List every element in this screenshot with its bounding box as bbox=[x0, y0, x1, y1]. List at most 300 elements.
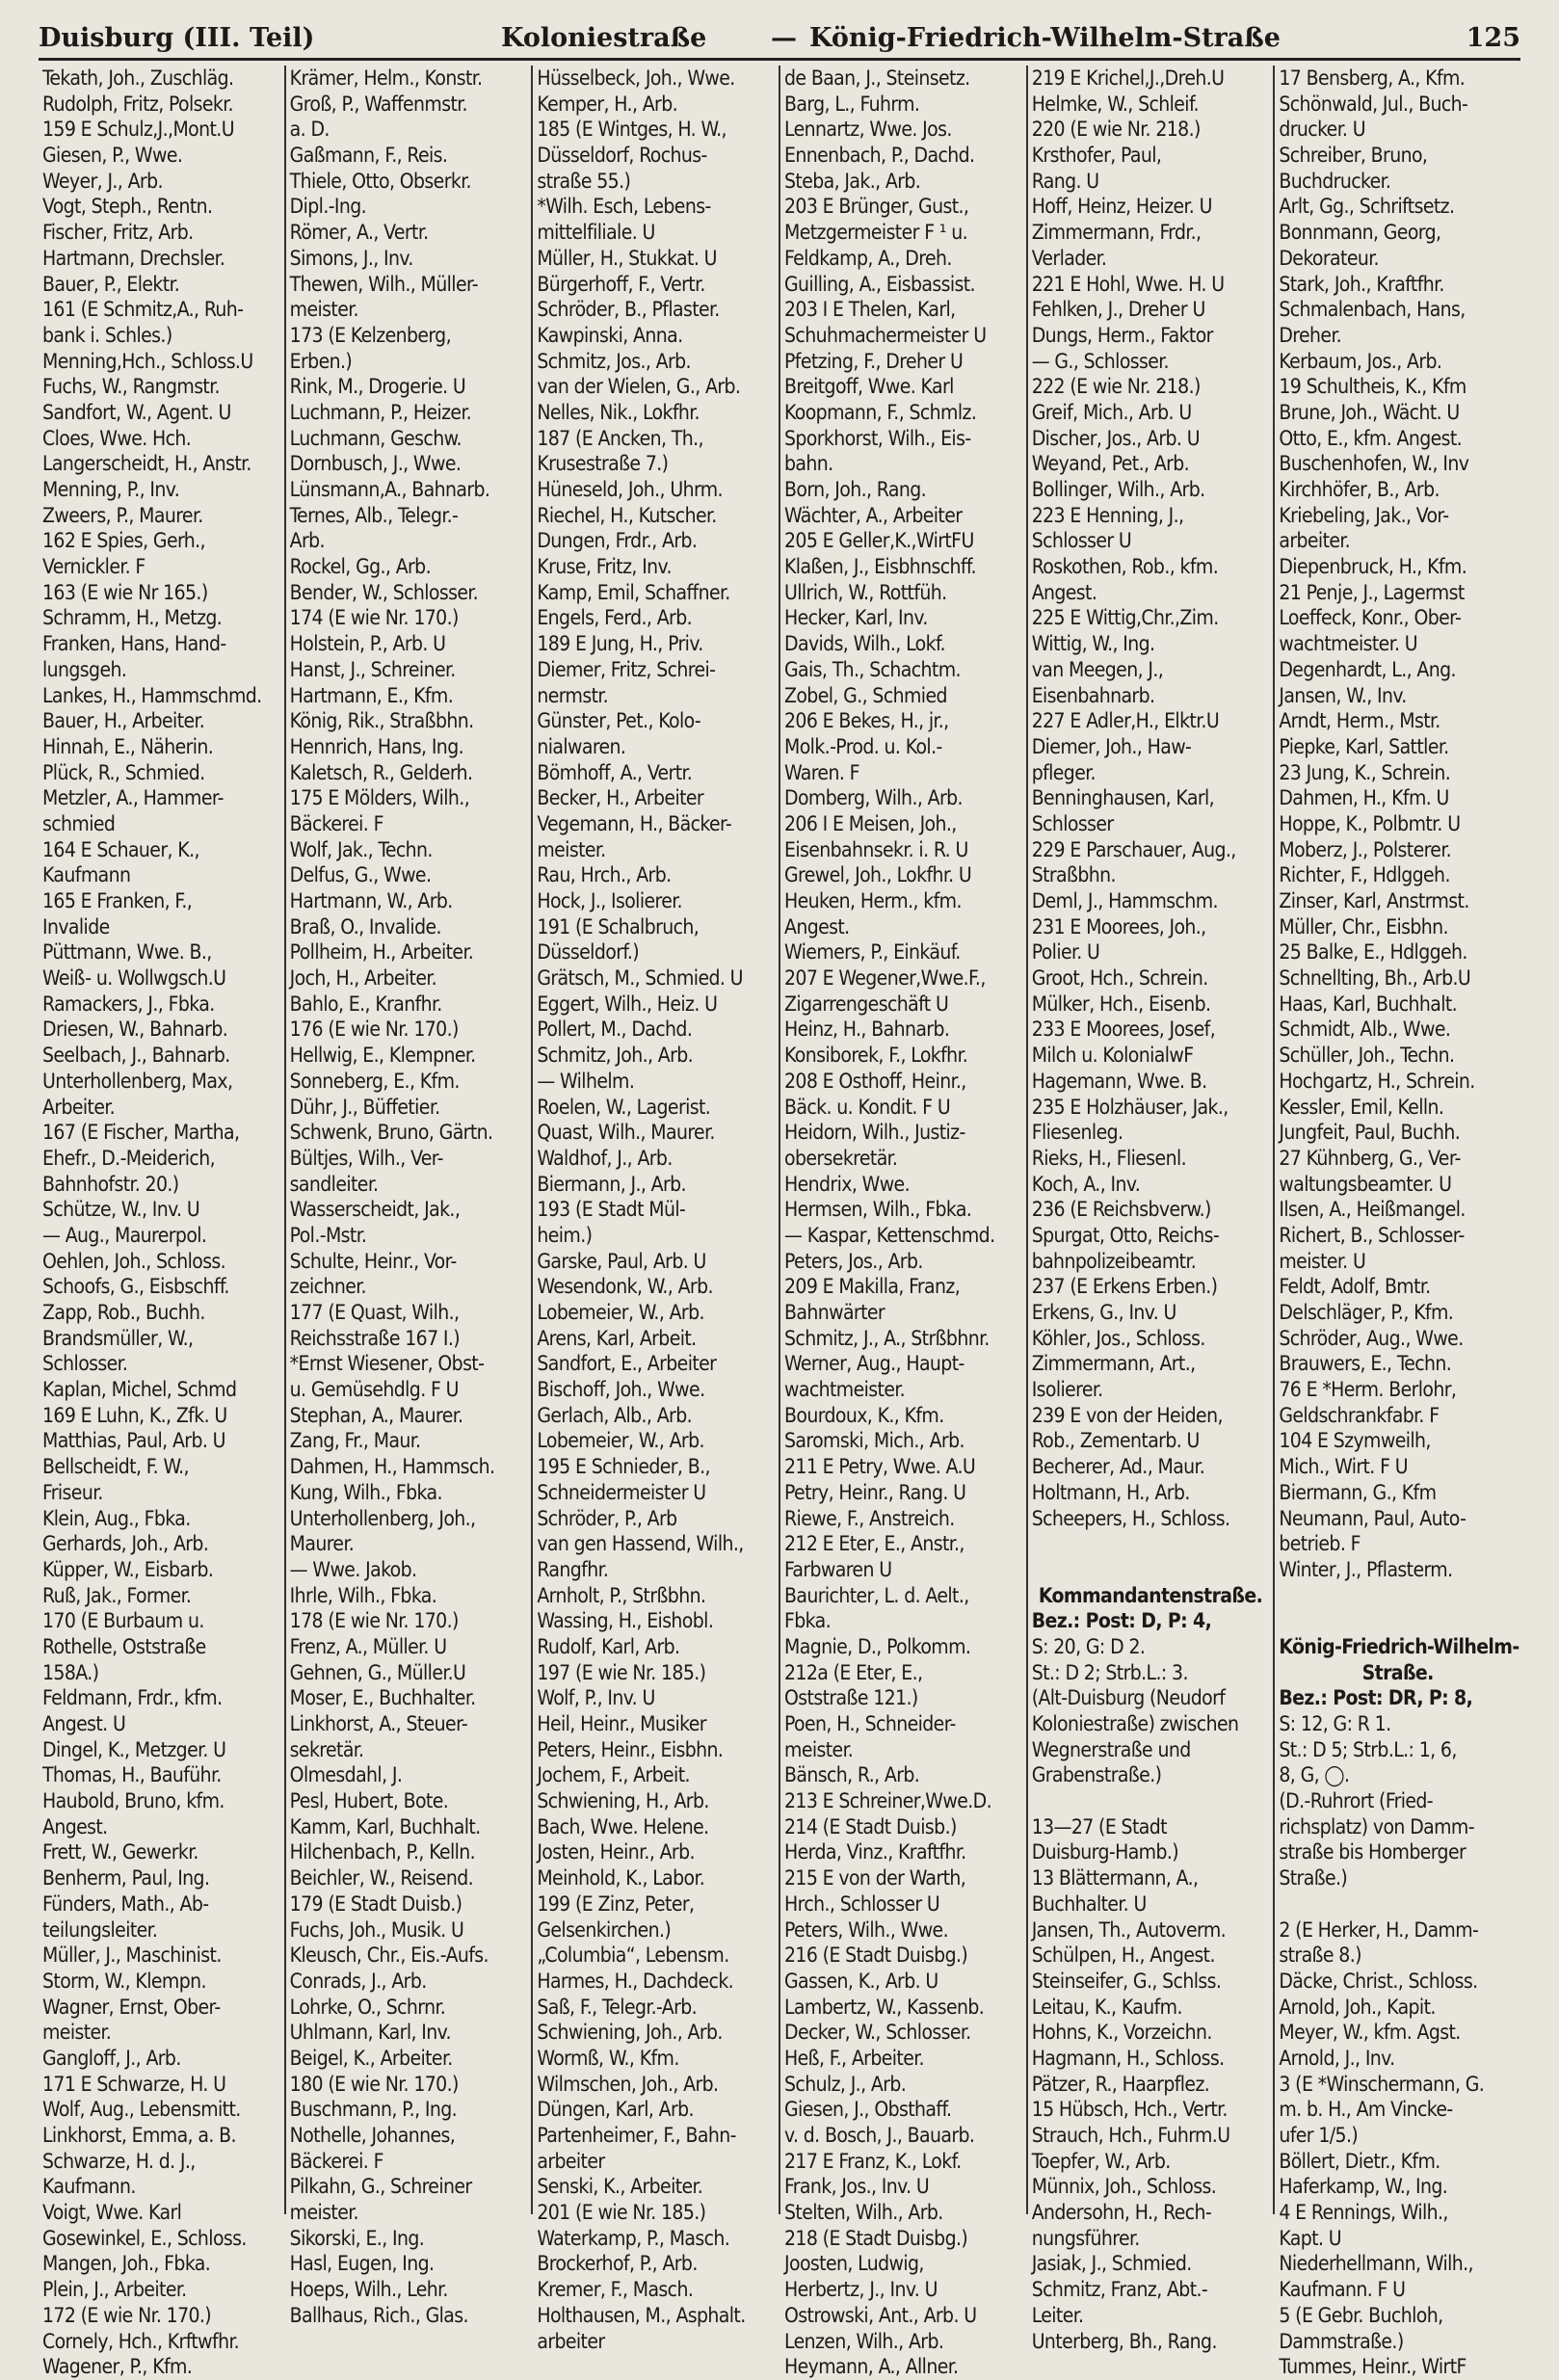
directory-entry-line: 221 E Hohl, Wwe. H. U bbox=[1031, 272, 1225, 296]
directory-entry-line: 219 E Krichel,J.,Dreh.U bbox=[1031, 66, 1225, 90]
directory-entry-line bbox=[1032, 1557, 1270, 1583]
directory-entry-line: 170 (E Burbaum u. bbox=[42, 1609, 204, 1633]
directory-entry-line: Dingel, K., Metzger. U bbox=[42, 1737, 226, 1761]
directory-entry-line: Schwiening, Joh., Arb. bbox=[537, 2021, 723, 2045]
directory-entry-line: Straße.) bbox=[1279, 1866, 1348, 1891]
page-header bbox=[39, 17, 1520, 60]
directory-entry-line: Kaufmann bbox=[42, 863, 131, 887]
directory-entry-line: Metzler, A., Hammer- bbox=[42, 786, 224, 810]
directory-entry-line: Guilling, A., Eisbassist. bbox=[784, 272, 975, 296]
directory-entry-line: Grewel, Joh., Lokfhr. U bbox=[784, 863, 972, 887]
directory-entry-line: Cornely, Hch., Krftwfhr. bbox=[42, 2329, 240, 2353]
directory-entry-line: 8, G, ◯. bbox=[1279, 1763, 1350, 1787]
directory-entry-line: Isolierer. bbox=[1031, 1378, 1103, 1402]
directory-entry-line: Kaufmann. F U bbox=[1279, 2278, 1406, 2302]
directory-entry-line: Koopmann, F., Schmlz. bbox=[784, 400, 977, 424]
directory-entry-line: 206 I E Meisen, Joh., bbox=[784, 811, 957, 835]
directory-entry-line: 3 (E *Winschermann, G. bbox=[1279, 2072, 1485, 2096]
directory-entry-line: Müller, J., Maschinist. bbox=[42, 1944, 222, 1968]
directory-entry-line: Fischer, Fritz, Arb. bbox=[42, 221, 194, 245]
directory-entry-line: St.: D 5; Strb.L.: 1, 6, bbox=[1279, 1737, 1457, 1761]
directory-entry-line: obersekretär. bbox=[784, 1146, 898, 1170]
directory-entry-line: Schröder, B., Pflaster. bbox=[537, 298, 720, 322]
directory-entry-line: Riewe, F., Anstreich. bbox=[784, 1506, 955, 1530]
directory-entry-line: Ennenbach, P., Dachd. bbox=[784, 144, 975, 168]
directory-entry-line: Scheepers, H., Schloss. bbox=[1031, 1506, 1230, 1530]
directory-entry-line: Angest. bbox=[1031, 580, 1097, 604]
directory-entry-line: Andersohn, H., Rech- bbox=[1031, 2201, 1212, 2225]
directory-entry-line: *Wilh. Esch, Lebens- bbox=[537, 195, 711, 219]
directory-entry-line: Rudolph, Fritz, Polsekr. bbox=[42, 92, 233, 116]
directory-entry-line: Kirchhöfer, B., Arb. bbox=[1279, 478, 1440, 501]
directory-entry-line: Uhlmann, Karl, Inv. bbox=[289, 2021, 451, 2045]
directory-entry-line: Meyer, W., kfm. Agst. bbox=[1279, 2021, 1461, 2045]
directory-entry-line: Menning, P., Inv. bbox=[42, 478, 180, 501]
directory-entry-line: Wasserscheidt, Jak., bbox=[289, 1198, 461, 1222]
directory-entry-line: Fbka. bbox=[784, 1609, 832, 1633]
directory-entry-line: v. d. Bosch, J., Bauarb. bbox=[784, 2124, 975, 2147]
directory-entry-line: Kaletsch, R., Gelderh. bbox=[289, 760, 473, 784]
directory-entry-line bbox=[1032, 1788, 1270, 1814]
directory-entry-line: Böllert, Dietr., Kfm. bbox=[1279, 2149, 1440, 2173]
directory-entry-line: Haferkamp, W., Ing. bbox=[1279, 2175, 1448, 2199]
directory-entry-line: Peters, Jos., Arb. bbox=[784, 1249, 923, 1273]
directory-entry-line: Unterhollenberg, Joh., bbox=[289, 1506, 476, 1530]
directory-entry-line: Bauer, P., Elektr. bbox=[42, 272, 180, 296]
directory-entry-line: Friseur. bbox=[42, 1480, 103, 1504]
header-street-start: Koloniestraße bbox=[501, 23, 707, 53]
directory-entry-line: Deml, J., Hammschm. bbox=[1031, 889, 1218, 912]
directory-entry-line: Franken, Hans, Hand- bbox=[42, 632, 226, 656]
directory-entry-line: 178 (E wie Nr. 170.) bbox=[289, 1609, 459, 1633]
directory-entry-line: 225 E Wittig,Chr.,Zim. bbox=[1031, 606, 1219, 630]
directory-entry-line: Münnix, Joh., Schloss. bbox=[1031, 2175, 1217, 2199]
directory-entry-line: 205 E Geller,K.,WirtFU bbox=[784, 529, 974, 553]
directory-entry-line: 233 E Moorees, Josef, bbox=[1031, 1018, 1216, 1042]
directory-column-3 bbox=[531, 66, 779, 2353]
directory-entry-line: 23 Jung, K., Schrein. bbox=[1279, 760, 1451, 784]
directory-entry-line: Roskothen, Rob., kfm. bbox=[1031, 555, 1219, 579]
directory-entry-line: Bürgerhoff, F., Vertr. bbox=[537, 272, 705, 296]
directory-entry-line: drucker. U bbox=[1279, 118, 1365, 142]
directory-entry-line: Stephan, A., Maurer. bbox=[289, 1403, 463, 1427]
directory-entry-line: Feldt, Adolf, Bmtr. bbox=[1279, 1275, 1431, 1299]
directory-entry-line: Bäck. u. Kondit. F U bbox=[784, 1095, 951, 1119]
directory-entry-line: 159 E Schulz,J.,Mont.U bbox=[42, 118, 234, 142]
directory-entry-line: Moser, E., Buchhalter. bbox=[289, 1686, 476, 1710]
directory-entry-line: Fliesenleg. bbox=[1031, 1121, 1123, 1145]
directory-entry-line: Pol.-Mstr. bbox=[289, 1223, 367, 1247]
directory-entry-line: zeichner. bbox=[289, 1275, 366, 1299]
directory-entry-line: u. Gemüsehdlg. F U bbox=[289, 1378, 459, 1402]
directory-entry-line: Schulz, J., Arb. bbox=[784, 2072, 907, 2096]
directory-entry-line: Schuhmachermeister U bbox=[784, 323, 987, 347]
directory-entry-line: 173 (E Kelzenberg, bbox=[289, 323, 451, 347]
directory-entry-line: 27 Kühnberg, G., Ver- bbox=[1279, 1146, 1461, 1170]
directory-entry-line: (Alt-Duisburg (Neudorf bbox=[1031, 1686, 1226, 1710]
directory-entry-line: Hrch., Schlosser U bbox=[784, 1891, 940, 1916]
directory-entry-line: Gais, Th., Schachtm. bbox=[784, 657, 961, 681]
directory-entry-line: Hoeps, Wilh., Lehr. bbox=[289, 2278, 448, 2302]
directory-entry-line: Werner, Aug., Haupt- bbox=[784, 1352, 964, 1376]
directory-columns bbox=[39, 66, 1520, 2379]
directory-entry-line: Ternes, Alb., Telegr.- bbox=[289, 503, 459, 527]
directory-entry-line: Bültjes, Wilh., Ver- bbox=[289, 1146, 443, 1170]
directory-entry-line: Schmitz, Jos., Arb. bbox=[537, 349, 691, 373]
directory-entry-line: mittelfiliale. U bbox=[537, 221, 655, 245]
directory-entry-line: Hellwig, E., Klempner. bbox=[289, 1044, 476, 1068]
directory-entry-line: — Wwe. Jakob. bbox=[289, 1557, 417, 1581]
directory-entry-line: Zimmermann, Art., bbox=[1031, 1352, 1196, 1376]
street-heading: König-Friedrich-Wilhelm- bbox=[1279, 1634, 1519, 1658]
directory-entry-line: Born, Joh., Rang. bbox=[784, 478, 927, 501]
directory-entry-line: Lambertz, W., Kassenb. bbox=[784, 1995, 985, 2019]
directory-entry-line: Hartmann, Drechsler. bbox=[42, 246, 225, 270]
directory-entry-line: Waterkamp, P., Masch. bbox=[537, 2226, 730, 2250]
directory-entry-line: Bischoff, Joh., Wwe. bbox=[537, 1378, 705, 1402]
directory-entry-line: Kremer, F., Masch. bbox=[537, 2278, 694, 2302]
directory-entry-line: Ballhaus, Rich., Glas. bbox=[289, 2303, 468, 2327]
directory-entry-line: Vogt, Steph., Rentn. bbox=[42, 195, 213, 219]
directory-entry-line: Kaufmann. bbox=[42, 2175, 136, 2199]
directory-entry-line: Peters, Wilh., Wwe. bbox=[784, 1917, 948, 1942]
directory-entry-line: Conrads, J., Arb. bbox=[289, 1969, 427, 1993]
directory-entry-line: Spurgat, Otto, Reichs- bbox=[1031, 1223, 1220, 1247]
street-heading: Straße. bbox=[1361, 1660, 1434, 1684]
directory-entry-line: 17 Bensberg, A., Kfm. bbox=[1279, 66, 1466, 90]
directory-entry-line: Pollert, M., Dachd. bbox=[537, 1018, 693, 1042]
header-street-end: König-Friedrich-Wilhelm-Straße bbox=[809, 23, 1281, 53]
directory-entry-line: Benherm, Paul, Ing. bbox=[42, 1866, 210, 1891]
directory-entry-line: Hagemann, Wwe. B. bbox=[1031, 1069, 1207, 1093]
directory-entry-line: de Baan, J., Steinsetz. bbox=[784, 66, 970, 90]
directory-entry-line: Helmke, W., Schleif. bbox=[1031, 92, 1199, 116]
directory-entry-line: Weyand, Pet., Arb. bbox=[1031, 452, 1190, 476]
directory-entry-line: Domberg, Wilh., Arb. bbox=[784, 786, 963, 810]
directory-entry-line: wachtmeister. bbox=[784, 1378, 906, 1402]
directory-entry-line: Klaßen, J., Eisbhnschff. bbox=[784, 555, 976, 579]
directory-entry-line: Kaplan, Michel, Schmd bbox=[42, 1378, 237, 1402]
directory-entry-line: 169 E Luhn, K., Zfk. U bbox=[42, 1403, 227, 1427]
directory-entry-line: Wesendonk, W., Arb. bbox=[537, 1275, 713, 1299]
directory-entry-line: 187 (E Ancken, Th., bbox=[537, 426, 703, 450]
directory-entry-line: Pätzer, R., Haarpflez. bbox=[1031, 2072, 1210, 2096]
directory-entry-line: Wolf, Jak., Techn. bbox=[289, 837, 433, 861]
directory-entry-line: Koloniestraße) zwischen bbox=[1031, 1712, 1239, 1735]
directory-entry-line: Roelen, W., Lagerist. bbox=[537, 1095, 711, 1119]
directory-entry-line: Heß, F., Arbeiter. bbox=[784, 2046, 924, 2070]
directory-entry-line: Lankes, H., Hammschmd. bbox=[42, 683, 262, 707]
directory-entry-line: 215 E von der Warth, bbox=[784, 1866, 966, 1891]
directory-entry-line: Matthias, Paul, Arb. U bbox=[42, 1429, 225, 1453]
directory-entry-line: Maurer. bbox=[289, 1532, 355, 1556]
directory-entry-line: Delschläger, P., Kfm. bbox=[1279, 1301, 1454, 1324]
directory-entry-line: Schütze, W., Inv. U bbox=[42, 1198, 200, 1222]
directory-entry-line: Duisburg-Hamb.) bbox=[1031, 1840, 1179, 1864]
directory-entry-line: 175 E Mölders, Wilh., bbox=[289, 786, 470, 810]
directory-entry-line: Rothelle, Oststraße bbox=[42, 1634, 206, 1658]
directory-entry-line: Hohns, K., Vorzeichn. bbox=[1031, 2021, 1212, 2045]
directory-entry-line: Frank, Jos., Inv. U bbox=[784, 2175, 930, 2199]
directory-entry-line: a. D. bbox=[289, 118, 330, 142]
directory-entry-line: 231 E Moorees, Joh., bbox=[1031, 914, 1206, 939]
directory-entry-line: Schneidermeister U bbox=[537, 1480, 706, 1504]
directory-entry-line: Schmitz, Joh., Arb. bbox=[537, 1044, 694, 1068]
directory-entry-line: Wilmschen, Joh., Arb. bbox=[537, 2072, 719, 2096]
directory-entry-line: 21 Penje, J., Lagermst bbox=[1279, 580, 1465, 604]
directory-entry-line: Joch, H., Arbeiter. bbox=[289, 966, 437, 991]
directory-entry-line: Arbeiter. bbox=[42, 1095, 116, 1119]
directory-entry-line: — Kaspar, Kettenschmd. bbox=[784, 1223, 995, 1247]
directory-entry-line: sandleiter. bbox=[289, 1172, 379, 1196]
directory-entry-line: *Ernst Wiesener, Obst- bbox=[289, 1352, 485, 1376]
directory-entry-line: Richter, F., Hdlggeh. bbox=[1279, 863, 1450, 887]
directory-entry-line: Pfetzing, F., Dreher U bbox=[784, 349, 964, 373]
directory-entry-line: Heidorn, Wilh., Justiz- bbox=[784, 1121, 965, 1145]
directory-entry-line: 165 E Franken, F., bbox=[42, 889, 193, 912]
directory-entry-line: Dekorateur. bbox=[1279, 246, 1379, 270]
directory-entry-line: 211 E Petry, Wwe. A.U bbox=[784, 1455, 976, 1479]
directory-entry-line: Senski, K., Arbeiter. bbox=[537, 2175, 703, 2199]
directory-entry-line: Verlader. bbox=[1031, 246, 1107, 270]
directory-entry-line: Eisenbahnsekr. i. R. U bbox=[784, 837, 968, 861]
directory-entry-line: Römer, A., Vertr. bbox=[289, 221, 429, 245]
directory-entry-line: straße bis Homberger bbox=[1279, 1840, 1467, 1864]
directory-entry-line: Angest. bbox=[784, 914, 850, 939]
directory-entry-line: Frett, W., Gewerkr. bbox=[42, 1840, 198, 1864]
directory-entry-line: 5 (E Gebr. Buchloh, bbox=[1279, 2303, 1443, 2327]
directory-entry-line: Wegnerstraße und bbox=[1031, 1737, 1191, 1761]
directory-entry-line: Eisenbahnarb. bbox=[1031, 683, 1155, 707]
directory-entry-line: 162 E Spies, Gerh., bbox=[42, 529, 205, 553]
directory-entry-line: Mich., Wirt. F U bbox=[1279, 1455, 1409, 1479]
directory-entry-line: Gelsenkirchen.) bbox=[537, 1917, 672, 1942]
directory-entry-line: Bäckerei. F bbox=[289, 811, 383, 835]
directory-entry-line: 236 (E Reichsbverw.) bbox=[1031, 1198, 1211, 1222]
directory-entry-line: Schwiening, H., Arb. bbox=[537, 1789, 709, 1813]
directory-entry-line: Hock, J., Isolierer. bbox=[537, 889, 682, 912]
directory-entry-line: Tummes, Heinr., WirtF bbox=[1279, 2355, 1467, 2379]
directory-entry-line: Luchmann, P., Heizer. bbox=[289, 400, 472, 424]
directory-entry-line: 223 E Henning, J., bbox=[1031, 503, 1184, 527]
directory-entry-line: van Meegen, J., bbox=[1031, 657, 1164, 681]
directory-entry-line: Bollinger, Wilh., Arb. bbox=[1031, 478, 1205, 501]
directory-entry-line: Kamp, Emil, Schaffner. bbox=[537, 580, 730, 604]
directory-entry-line: 203 I E Thelen, Karl, bbox=[784, 298, 956, 322]
directory-entry-line: Hartmann, W., Arb. bbox=[289, 889, 453, 912]
directory-entry-line: Grätsch, M., Schmied. U bbox=[537, 966, 743, 991]
directory-entry-line: Mangen, Joh., Fbka. bbox=[42, 2252, 211, 2276]
directory-entry-line: Schlosser. bbox=[42, 1352, 128, 1376]
directory-entry-line: Eggert, Wilh., Heiz. U bbox=[537, 992, 718, 1016]
directory-entry-line: Lohrke, O., Schrnr. bbox=[289, 1995, 446, 2019]
directory-entry-line: 161 (E Schmitz,A., Ruh- bbox=[42, 298, 244, 322]
directory-entry-line: 209 E Makilla, Franz, bbox=[784, 1275, 961, 1299]
directory-entry-line: Nothelle, Johannes, bbox=[289, 2124, 456, 2147]
directory-entry-line: Wagener, P., Kfm. bbox=[42, 2355, 193, 2379]
directory-entry-line: Erkens, G., Inv. U bbox=[1031, 1301, 1176, 1324]
directory-entry-line: Schoofs, G., Eisbschff. bbox=[42, 1275, 229, 1299]
directory-entry-line: Riechel, H., Kutscher. bbox=[537, 503, 717, 527]
directory-entry-line: Neumann, Paul, Auto- bbox=[1279, 1506, 1467, 1530]
directory-entry-line: Dornbusch, J., Wwe. bbox=[289, 452, 462, 476]
directory-entry-line: 25 Balke, E., Hdlggeh. bbox=[1279, 940, 1467, 965]
directory-entry-line: Rob., Zementarb. U bbox=[1031, 1429, 1200, 1453]
directory-entry-line: Zimmermann, Frdr., bbox=[1031, 221, 1202, 245]
directory-entry-line: 218 (E Stadt Duisbg.) bbox=[784, 2226, 968, 2250]
directory-entry-line: Bäckerei. F bbox=[289, 2149, 383, 2173]
directory-entry-line: 76 E *Herm. Berlohr, bbox=[1279, 1378, 1457, 1402]
directory-entry-line: Unterberg, Bh., Rang. bbox=[1031, 2329, 1217, 2353]
directory-entry-line: Niederhellmann, Wilh., bbox=[1279, 2252, 1473, 2276]
directory-entry-line: arbeiter bbox=[537, 2329, 605, 2353]
directory-entry-line: Zobel, G., Schmied bbox=[784, 683, 947, 707]
directory-entry-line: Lennartz, Wwe. Jos. bbox=[784, 118, 952, 142]
directory-entry-line: 212a (E Eter, E., bbox=[784, 1660, 923, 1684]
directory-entry-line: Thewen, Wilh., Müller- bbox=[289, 272, 479, 296]
directory-entry-line: Heymann, A., Allner. bbox=[784, 2355, 959, 2379]
directory-entry-line: Piepke, Karl, Sattler. bbox=[1279, 734, 1449, 758]
directory-entry-line: Baurichter, L. d. Aelt., bbox=[784, 1583, 969, 1607]
directory-entry-line: 185 (E Wintges, H. W., bbox=[537, 118, 727, 142]
directory-entry-line: Engels, Ferd., Arb. bbox=[537, 606, 692, 630]
directory-entry-line: Däcke, Christ., Schloss. bbox=[1279, 1969, 1478, 1993]
directory-entry-line: 195 E Schnieder, B., bbox=[537, 1455, 710, 1479]
directory-entry-line: Krusestraße 7.) bbox=[537, 452, 669, 476]
directory-column-4 bbox=[779, 66, 1026, 2379]
directory-entry-line: Cloes, Wwe. Hch. bbox=[42, 426, 192, 450]
directory-entry-line: Wagner, Ernst, Ober- bbox=[42, 1995, 221, 2019]
directory-entry-line: Koch, A., Inv. bbox=[1031, 1172, 1141, 1196]
directory-entry-line: Fünders, Math., Ab- bbox=[42, 1891, 209, 1916]
directory-entry-line: Milch u. KolonialwF bbox=[1031, 1044, 1194, 1068]
directory-entry-line: Otto, E., kfm. Angest. bbox=[1279, 426, 1463, 450]
directory-entry-line: 203 E Brünger, Gust., bbox=[784, 195, 969, 219]
directory-entry-line: Poen, H., Schneider- bbox=[784, 1712, 956, 1735]
directory-entry-line: Bender, W., Schlosser. bbox=[289, 580, 479, 604]
directory-entry-line: Schnellting, Bh., Arb.U bbox=[1279, 966, 1471, 991]
directory-entry-line: Angest. U bbox=[42, 1712, 126, 1735]
directory-entry-line: Küpper, W., Eisbarb. bbox=[42, 1557, 214, 1581]
directory-entry-line: Hoff, Heinz, Heizer. U bbox=[1031, 195, 1212, 219]
directory-entry-line: Kung, Wilh., Fbka. bbox=[289, 1480, 442, 1504]
directory-entry-line: arbeiter. bbox=[1279, 529, 1351, 553]
directory-entry-line: 163 (E wie Nr 165.) bbox=[42, 580, 208, 604]
directory-entry-line: meister. U bbox=[1279, 1249, 1366, 1273]
directory-entry-line: Kessler, Emil, Kelln. bbox=[1279, 1095, 1444, 1119]
directory-entry-line: Holtmann, H., Arb. bbox=[1031, 1480, 1190, 1504]
directory-entry-line: 176 (E wie Nr. 170.) bbox=[289, 1018, 459, 1042]
directory-entry-line: Diemer, Joh., Haw- bbox=[1031, 734, 1192, 758]
directory-entry-line: betrieb. F bbox=[1279, 1532, 1361, 1556]
directory-entry-line: Bahnhofstr. 20.) bbox=[42, 1172, 179, 1196]
directory-entry-line: Wassing, H., Eishobl. bbox=[537, 1609, 714, 1633]
directory-entry-line: Luchmann, Geschw. bbox=[289, 426, 462, 450]
directory-entry-line: pfleger. bbox=[1031, 760, 1096, 784]
directory-entry-line: Lobemeier, W., Arb. bbox=[537, 1429, 704, 1453]
directory-entry-line: — Wilhelm. bbox=[537, 1069, 635, 1093]
directory-entry-line: 212 E Eter, E., Anstr., bbox=[784, 1532, 964, 1556]
directory-entry-line bbox=[1279, 1608, 1517, 1634]
directory-entry-line: 206 E Bekes, H., jr., bbox=[784, 709, 949, 733]
directory-entry-line: Ullrich, W., Rottfüh. bbox=[784, 580, 947, 604]
directory-entry-line: 229 E Parschauer, Aug., bbox=[1031, 837, 1236, 861]
directory-entry-line: Harmes, H., Dachdeck. bbox=[537, 1969, 734, 1993]
directory-entry-line: Schwenk, Bruno, Gärtn. bbox=[289, 1121, 493, 1145]
directory-entry-line: Bänsch, R., Arb. bbox=[784, 1763, 920, 1787]
directory-entry-line: Dühr, J., Büffetier. bbox=[289, 1095, 440, 1119]
directory-entry-line: 167 (E Fischer, Martha, bbox=[42, 1121, 240, 1145]
directory-entry-line: Kriebeling, Jak., Vor- bbox=[1279, 503, 1449, 527]
directory-entry-line: Rangfhr. bbox=[537, 1557, 609, 1581]
directory-entry-line: ufer 1/5.) bbox=[1279, 2124, 1359, 2147]
directory-entry-line: Rockel, Gg., Arb. bbox=[289, 555, 431, 579]
directory-entry-line: Holstein, P., Arb. U bbox=[289, 632, 446, 656]
directory-entry-line: Konsiborek, F., Lokfhr. bbox=[784, 1044, 968, 1068]
directory-entry-line: Rau, Hrch., Arb. bbox=[537, 863, 672, 887]
directory-entry-line: van der Wielen, G., Arb. bbox=[537, 375, 741, 399]
directory-entry-line: schmied bbox=[42, 811, 116, 835]
directory-entry-line: Wolf, Aug., Lebensmitt. bbox=[42, 2098, 241, 2122]
directory-entry-line: Jasiak, J., Schmied. bbox=[1031, 2252, 1192, 2276]
directory-entry-line: Degenhardt, L., Ang. bbox=[1279, 657, 1456, 681]
directory-entry-line: Wormß, W., Kfm. bbox=[537, 2046, 679, 2070]
directory-entry-line: Kamm, Karl, Buchhalt. bbox=[289, 1814, 481, 1838]
directory-entry-line: Pilkahn, G., Schreiner bbox=[289, 2175, 472, 2199]
directory-entry-line: Langerscheidt, H., Anstr. bbox=[42, 452, 251, 476]
directory-entry-line: Polier. U bbox=[1031, 940, 1100, 965]
directory-entry-line: Gosewinkel, E., Schloss. bbox=[42, 2226, 247, 2250]
directory-entry-line: Linkhorst, A., Steuer- bbox=[289, 1712, 468, 1735]
directory-entry-line: Vernickler. F bbox=[42, 555, 145, 579]
directory-entry-line: Sonneberg, E., Kfm. bbox=[289, 1069, 460, 1093]
directory-entry-line: Feldmann, Frdr., kfm. bbox=[42, 1686, 223, 1710]
directory-entry-line: Stark, Joh., Kraftfhr. bbox=[1279, 272, 1444, 296]
directory-entry-line: Loeffeck, Konr., Ober- bbox=[1279, 606, 1462, 630]
directory-entry-line: 104 E Szymweilh, bbox=[1279, 1429, 1431, 1453]
directory-entry-line: Steba, Jak., Arb. bbox=[784, 169, 921, 193]
directory-entry-line: — G., Schlosser. bbox=[1031, 349, 1169, 373]
directory-entry-line: Schulte, Heinr., Vor- bbox=[289, 1249, 457, 1273]
directory-entry-line: Weyer, J., Arb. bbox=[42, 169, 163, 193]
directory-entry-line: meister. bbox=[289, 2201, 358, 2225]
directory-entry-line: Barg, L., Fuhrm. bbox=[784, 92, 920, 116]
directory-entry-line: Thomas, H., Bauführ. bbox=[42, 1763, 222, 1787]
directory-entry-line: Fuchs, Joh., Musik. U bbox=[289, 1917, 464, 1942]
directory-entry-line: Petry, Heinr., Rang. U bbox=[784, 1480, 966, 1504]
directory-entry-line: Heil, Heinr., Musiker bbox=[537, 1712, 706, 1735]
street-heading: Kommandantenstraße. bbox=[1038, 1583, 1263, 1607]
directory-entry-line: Schlosser bbox=[1031, 811, 1114, 835]
directory-entry-line: Olmesdahl, J. bbox=[289, 1763, 403, 1787]
directory-entry-line: Bourdoux, K., Kfm. bbox=[784, 1403, 944, 1427]
directory-entry-line: Groot, Hch., Schrein. bbox=[1031, 966, 1208, 991]
directory-entry-line: Dungs, Herm., Faktor bbox=[1031, 323, 1213, 347]
directory-entry-line: Hilchenbach, P., Kelln. bbox=[289, 1840, 476, 1864]
directory-entry-line: Schlosser U bbox=[1031, 529, 1132, 553]
directory-entry-line: Sporkhorst, Wilh., Eis- bbox=[784, 426, 971, 450]
directory-entry-line: (D.-Ruhrort (Fried- bbox=[1279, 1789, 1434, 1813]
directory-entry-line: 220 (E wie Nr. 218.) bbox=[1031, 118, 1201, 142]
directory-entry-line: Wiemers, P., Einkäuf. bbox=[784, 940, 961, 965]
directory-entry-line: meister. bbox=[289, 298, 358, 322]
directory-entry-line: Biermann, G., Kfm bbox=[1279, 1480, 1437, 1504]
directory-entry-line: Saß, F., Telegr.-Arb. bbox=[537, 1995, 698, 2019]
directory-entry-line: Bauer, H., Arbeiter. bbox=[42, 709, 205, 733]
directory-entry-line: Kerbaum, Jos., Arb. bbox=[1279, 349, 1442, 373]
directory-entry-line: Hasl, Eugen, Ing. bbox=[289, 2252, 435, 2276]
directory-entry-line: Zang, Fr., Maur. bbox=[289, 1429, 421, 1453]
